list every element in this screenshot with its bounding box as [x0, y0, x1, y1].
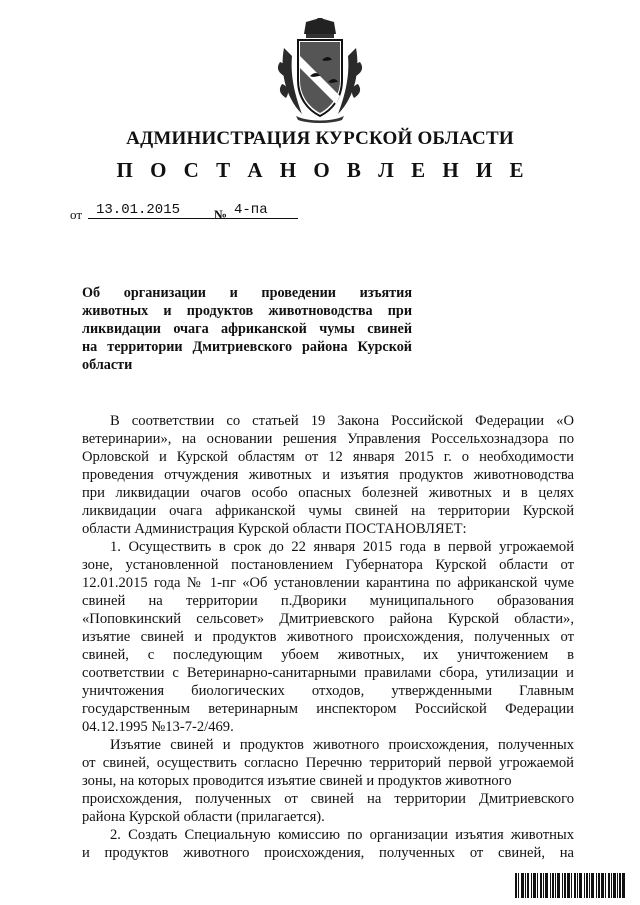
body-line: области Администрация Курской области ПОСТАНОВЛЯЕТ:	[82, 521, 467, 537]
body-line: государственным ветеринарным инспектором Российской Федерации	[82, 701, 574, 717]
document-number: 4-па	[232, 202, 298, 219]
body-line: ветеринарии», на основании решения Управления Россельхознадзора по	[82, 431, 574, 447]
body-line: 04.12.1995 №13-7-2/469.	[82, 719, 234, 735]
subject-line: области	[82, 357, 133, 373]
body-line: соответствии с Ветеринарно-санитарными правилами сбора, утилизации и	[82, 665, 574, 681]
body-line: 1. Осуществить в срок до 22 января 2015 года в первой угрожаемой	[110, 539, 574, 555]
body-line: района Курской области (прилагается).	[82, 809, 325, 825]
body-line: зоне, установленной постановлением Губернатора Курской области от	[82, 557, 574, 573]
document-body	[82, 412, 574, 862]
barcode-icon	[515, 873, 625, 898]
body-line: Изъятие свиней и продуктов животного происхождения, полученных	[110, 737, 574, 753]
body-line: свиней на территории п.Дворики муниципального образования	[82, 593, 574, 609]
body-line: при ликвидации очагов особо опасных болезней животных и в целях	[82, 485, 574, 501]
body-line: от свиней, осуществить согласно Перечню территорий первой угрожаемой	[82, 755, 574, 771]
body-line: и продуктов животного происхождения, полученных от свиней, на	[82, 845, 574, 861]
body-line: 12.01.2015 года № 1-пг «Об установлении карантина по африканской чуме	[82, 575, 574, 591]
coat-of-arms-emblem	[276, 18, 364, 124]
subject-line: ликвидации очага африканской чумы свиней	[82, 321, 412, 337]
body-line: уничтожения биологических отходов, утвержденными Главным	[82, 683, 574, 699]
body-line: Орловской и Курской областям от 12 января 2015 г. о необходимости	[82, 449, 574, 465]
body-line: происхождения, полученных от свиней на территории Дмитриевского	[82, 791, 574, 807]
body-line: В соответствии со статьей 19 Закона Российской Федерации «О	[110, 413, 574, 429]
body-line: «Поповкинский сельсовет» Дмитриевского района Курской области»,	[82, 611, 574, 627]
body-line: свиней, с последующим убоем животных, их уничтожением в	[82, 647, 574, 663]
subject-line: Об организации и проведении изъятия	[82, 285, 412, 301]
number-sign-label: №	[214, 207, 228, 222]
body-line: 2. Создать Специальную комиссию по организации изъятия животных	[110, 827, 574, 843]
subject-line: животных и продуктов животноводства при	[82, 303, 412, 319]
document-date: 13.01.2015	[88, 202, 248, 219]
organization-name: АДМИНИСТРАЦИЯ КУРСКОЙ ОБЛАСТИ	[126, 128, 514, 149]
document-subject	[82, 284, 412, 374]
body-line: зоны, на которых проводится изъятие свиней и продуктов животного	[82, 773, 512, 789]
body-line: проведения отчуждения животных и изъятия продуктов животноводства	[82, 467, 574, 483]
document-number-row	[70, 202, 330, 224]
date-prefix-label: от	[70, 207, 83, 222]
body-line: изъятие свиней и продуктов животного происхождения, полученных от	[82, 629, 574, 645]
subject-line: на территории Дмитриевского района Курской	[82, 339, 412, 355]
document-type-title: П О С Т А Н О В Л Е Н И Е	[116, 158, 530, 182]
body-line: ликвидации очага африканской чумы свиней на территории Курской	[82, 503, 574, 519]
